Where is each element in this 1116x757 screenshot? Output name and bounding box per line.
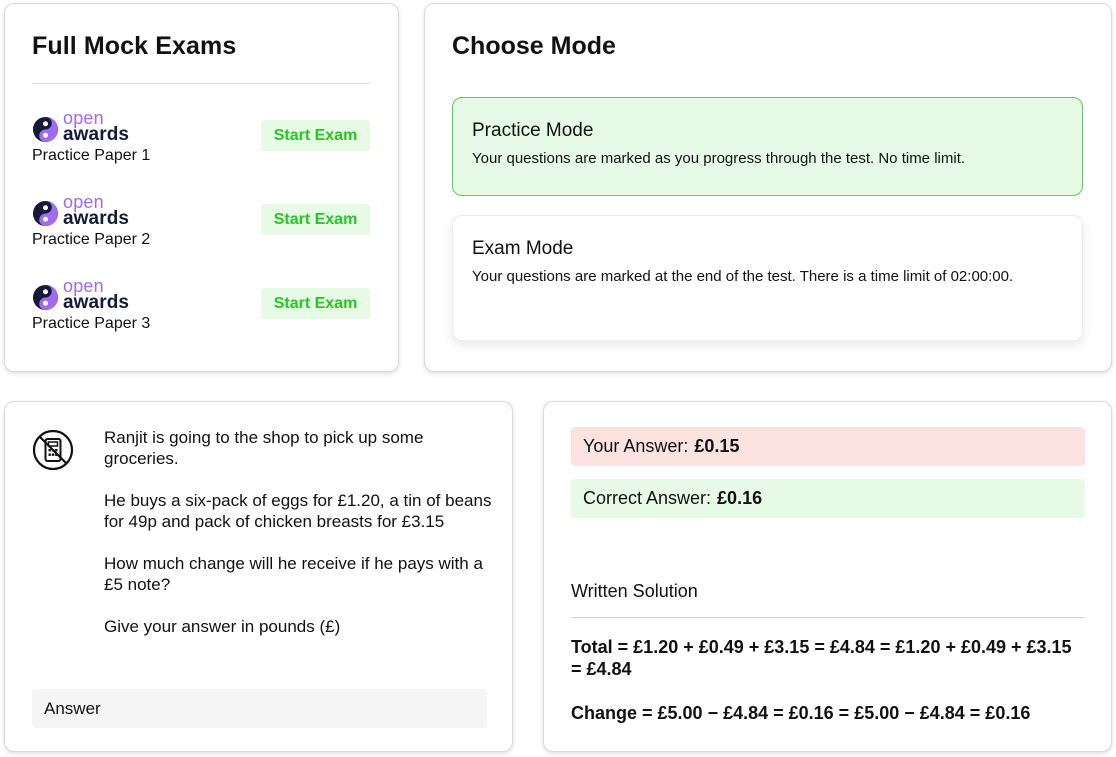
correct-answer-label: Correct Answer: (583, 488, 712, 508)
your-answer-value: £0.15 (694, 436, 740, 456)
open-awards-logo (32, 192, 152, 229)
mock-exams-card (4, 3, 399, 372)
solution-line-change: Change = £5.00 − £4.84 = £0.16 = £5.00 − £4.84 = £0.16 (571, 703, 1031, 723)
no-calculator-icon (32, 429, 74, 471)
question-paragraph: Ranjit is going to the shop to pick up some groceries. (104, 428, 424, 468)
solution-line-total: Total = £1.20 + £0.49 + £3.15 = £4.84 = £1.20 + £0.49 + £3.15 = £4.84 (571, 637, 1072, 679)
start-exam-button[interactable]: Start Exam (261, 204, 370, 235)
mock-exams-title: Full Mock Exams (32, 32, 237, 60)
mode-title: Practice Mode (472, 120, 594, 141)
answer-input[interactable] (32, 689, 487, 728)
question-paragraph: How much change will he receive if he pays with a £5 note? (104, 554, 483, 594)
open-awards-logo (32, 276, 152, 313)
choose-mode-card (424, 3, 1112, 372)
choose-mode-title: Choose Mode (452, 32, 616, 60)
divider (571, 617, 1085, 618)
logo-text-open: open (63, 276, 104, 296)
start-exam-button[interactable]: Start Exam (261, 288, 370, 319)
question-text (104, 427, 494, 658)
divider (32, 83, 370, 84)
your-answer-label: Your Answer: (583, 436, 689, 456)
logo-text-awards: awards (63, 292, 130, 313)
question-card (4, 401, 513, 752)
practice-mode-option[interactable] (452, 97, 1083, 196)
logo-text-awards: awards (63, 208, 130, 229)
open-awards-logo-icon (32, 116, 59, 143)
mode-description: Your questions are marked at the end of the test. There is a time limit of 02:00:00. (472, 268, 1014, 285)
exam-row (32, 276, 370, 349)
mode-title: Exam Mode (472, 238, 574, 259)
logo-text-open: open (63, 192, 104, 212)
paper-name: Practice Paper 2 (32, 231, 151, 248)
question-paragraph: He buys a six-pack of eggs for £1.20, a tin of beans for 49p and pack of chicken breasts for £3.15 (104, 491, 492, 531)
logo-text-open: open (63, 108, 104, 128)
your-answer-box (571, 427, 1085, 466)
paper-name: Practice Paper 1 (32, 147, 151, 164)
open-awards-logo (32, 108, 152, 145)
solution-card (543, 401, 1112, 752)
exam-row (32, 192, 370, 265)
exam-row (32, 108, 370, 181)
paper-name: Practice Paper 3 (32, 315, 151, 332)
open-awards-logo-icon (32, 284, 59, 311)
correct-answer-box (571, 479, 1085, 518)
start-exam-button[interactable]: Start Exam (261, 120, 370, 151)
logo-text-awards: awards (63, 124, 130, 145)
exam-mode-option[interactable] (452, 215, 1083, 341)
written-solution-title: Written Solution (571, 581, 698, 601)
question-paragraph: Give your answer in pounds (£) (104, 617, 341, 636)
mode-description: Your questions are marked as you progress through the test. No time limit. (472, 150, 966, 167)
open-awards-logo-icon (32, 200, 59, 227)
correct-answer-value: £0.16 (717, 488, 763, 508)
